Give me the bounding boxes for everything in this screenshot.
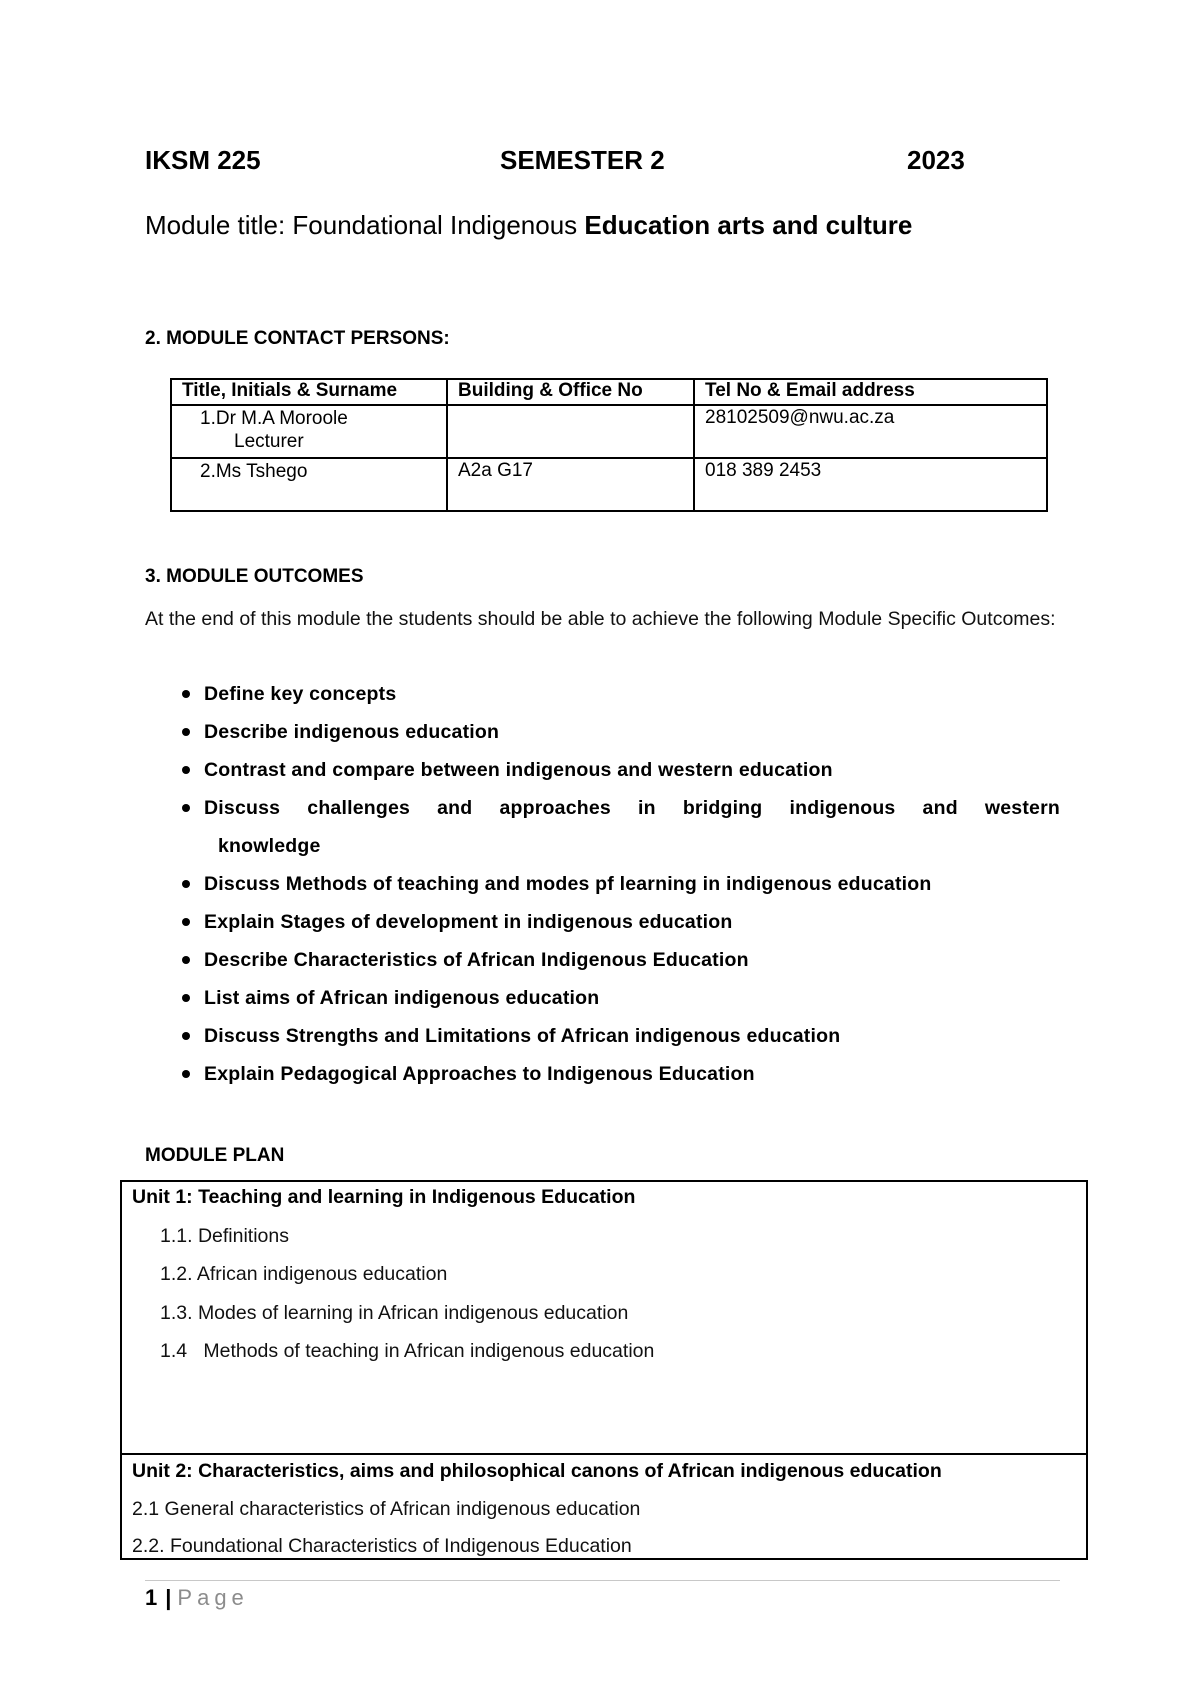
table-row — [171, 405, 1047, 458]
bullet-icon — [182, 690, 190, 698]
contact-name-line — [182, 407, 436, 431]
list-item — [176, 789, 1060, 865]
column-header: Tel No & Email address — [694, 379, 1047, 405]
list-item — [176, 713, 1060, 751]
contact-name-cell — [171, 458, 447, 511]
contacts-header-row — [171, 379, 1047, 405]
year-label: 2023 — [907, 145, 965, 175]
list-item — [176, 675, 1060, 713]
contact-name-line — [182, 460, 436, 484]
module-title-prefix: Module title: Foundational Indigenous — [145, 210, 585, 240]
contact-name: Dr M.A Moroole — [215, 408, 348, 429]
unit-item: 1.1. Definitions — [160, 1225, 289, 1247]
outcomes-list — [176, 675, 1060, 1093]
bullet-icon — [182, 766, 190, 774]
outcome-text: Describe indigenous education — [204, 721, 500, 743]
list-item — [176, 865, 1060, 903]
outcome-text: Discuss Strengths and Limitations of African indigenous education — [204, 1025, 841, 1047]
column-header: Building & Office No — [447, 379, 694, 405]
column-header: Title, Initials & Surname — [171, 379, 447, 405]
unit-2-box — [120, 1453, 1088, 1560]
contact-role: Lecturer — [234, 431, 304, 452]
outcome-text: Explain Stages of development in indigenous education — [204, 911, 733, 933]
list-item — [176, 941, 1060, 979]
contacts-table — [170, 378, 1048, 512]
contact-name-cell — [171, 405, 447, 458]
unit-item: 1.3. Modes of learning in African indigenous education — [160, 1302, 629, 1324]
outcome-text: Discuss challenges and approaches in bridging indigenous and western — [204, 797, 1060, 819]
semester-label: SEMESTER 2 — [500, 145, 665, 175]
unit-title: Unit 1: Teaching and learning in Indigenous Education — [132, 1186, 636, 1208]
module-title — [145, 210, 912, 241]
contact-phone: 018 389 2453 — [694, 458, 1047, 511]
page-number: 1 — [145, 1585, 158, 1610]
bullet-icon — [182, 1032, 190, 1040]
contact-name: Ms Tshego — [215, 461, 308, 482]
outcomes-intro: At the end of this module the students should be able to achieve the following Module Specific Outcomes: — [145, 608, 1056, 630]
bullet-icon — [182, 804, 190, 812]
unit-title: Unit 2: Characteristics, aims and philosophical canons of African indigenous education — [132, 1460, 942, 1482]
bullet-icon — [182, 1070, 190, 1078]
list-item — [176, 1017, 1060, 1055]
bullet-icon — [182, 728, 190, 736]
contacts-heading: 2. MODULE CONTACT PERSONS: — [145, 328, 450, 349]
list-item — [176, 751, 1060, 789]
unit-1-box — [120, 1180, 1088, 1455]
list-item — [176, 1055, 1060, 1093]
outcome-text: Define key concepts — [204, 683, 397, 705]
contact-email: 28102509@nwu.ac.za — [694, 405, 1047, 458]
footer-separator: | — [165, 1585, 172, 1610]
outcomes-heading: 3. MODULE OUTCOMES — [145, 566, 364, 587]
list-item — [176, 979, 1060, 1017]
table-row — [171, 458, 1047, 511]
outcome-text: List aims of African indigenous education — [204, 987, 600, 1009]
module-plan-heading: MODULE PLAN — [145, 1145, 285, 1166]
footer-divider — [145, 1580, 1060, 1581]
unit-item: 1.4 Methods of teaching in African indigenous education — [160, 1340, 655, 1362]
outcome-text: Explain Pedagogical Approaches to Indigenous Education — [204, 1063, 755, 1085]
unit-item: 2.1 General characteristics of African indigenous education — [132, 1498, 641, 1520]
contact-number: 1. — [200, 408, 216, 429]
document-header — [145, 145, 975, 181]
outcome-text: Contrast and compare between indigenous and western education — [204, 759, 833, 781]
unit-item: 2.2. Foundational Characteristics of Indigenous Education — [132, 1535, 632, 1557]
page-footer — [145, 1585, 249, 1611]
list-item — [176, 903, 1060, 941]
contact-office — [447, 405, 694, 458]
page-word: Page — [177, 1585, 249, 1610]
module-title-bold: Education arts and culture — [584, 210, 913, 240]
outcome-text: Discuss Methods of teaching and modes pf learning in indigenous education — [204, 873, 932, 895]
bullet-icon — [182, 994, 190, 1002]
unit-item: 1.2. African indigenous education — [160, 1263, 448, 1285]
module-code: IKSM 225 — [145, 145, 261, 175]
contact-office: A2a G17 — [447, 458, 694, 511]
outcome-text-continued: knowledge — [218, 835, 321, 857]
outcome-text: Describe Characteristics of African Indigenous Education — [204, 949, 749, 971]
contact-number: 2. — [200, 461, 216, 482]
bullet-icon — [182, 918, 190, 926]
bullet-icon — [182, 956, 190, 964]
bullet-icon — [182, 880, 190, 888]
